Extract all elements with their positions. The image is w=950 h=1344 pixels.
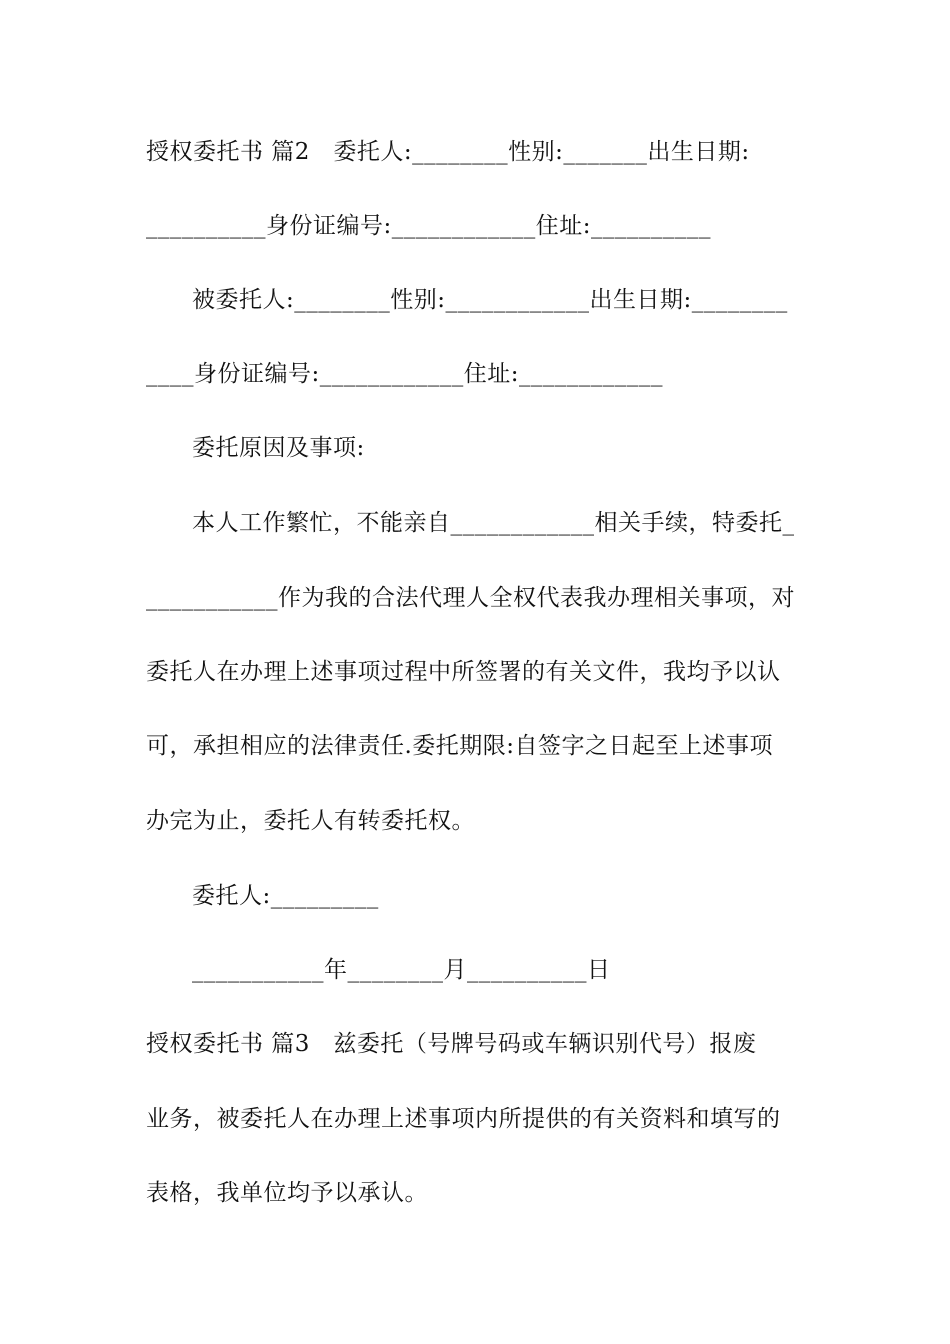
body-paragraph-line-1: 本人工作繁忙，不能亲自____________相关手续，特委托_	[192, 510, 795, 536]
agent-info-line: 被委托人:________性别:____________出生日期:________	[192, 287, 788, 313]
body-paragraph-line-4: 可，承担相应的法律责任.委托期限:自签字之日起至上述事项	[146, 733, 774, 759]
section-3-heading-line: 授权委托书 篇3 兹委托（号牌号码或车辆识别代号）报废	[146, 1031, 757, 1057]
date-line: ___________年________月__________日	[192, 957, 611, 983]
body-paragraph-line-3: 委托人在办理上述事项过程中所签署的有关文件，我均予以认	[146, 659, 781, 685]
reason-heading: 委托原因及事项:	[192, 435, 365, 461]
agent-id-line: ____身份证编号:____________住址:____________	[146, 361, 663, 387]
section-2-heading-line: 授权委托书 篇2 委托人:________性别:_______出生日期:	[146, 139, 750, 165]
principal-id-line: __________身份证编号:____________住址:__________	[146, 213, 711, 239]
body-paragraph-line-2: ___________作为我的合法代理人全权代表我办理相关事项，对	[146, 585, 795, 611]
body-paragraph-line-5: 办完为止，委托人有转委托权。	[146, 808, 475, 834]
signature-line: 委托人:_________	[192, 883, 379, 909]
section-3-line-3: 表格，我单位均予以承认。	[146, 1180, 428, 1206]
section-3-line-2: 业务，被委托人在办理上述事项内所提供的有关资料和填写的	[146, 1106, 781, 1132]
